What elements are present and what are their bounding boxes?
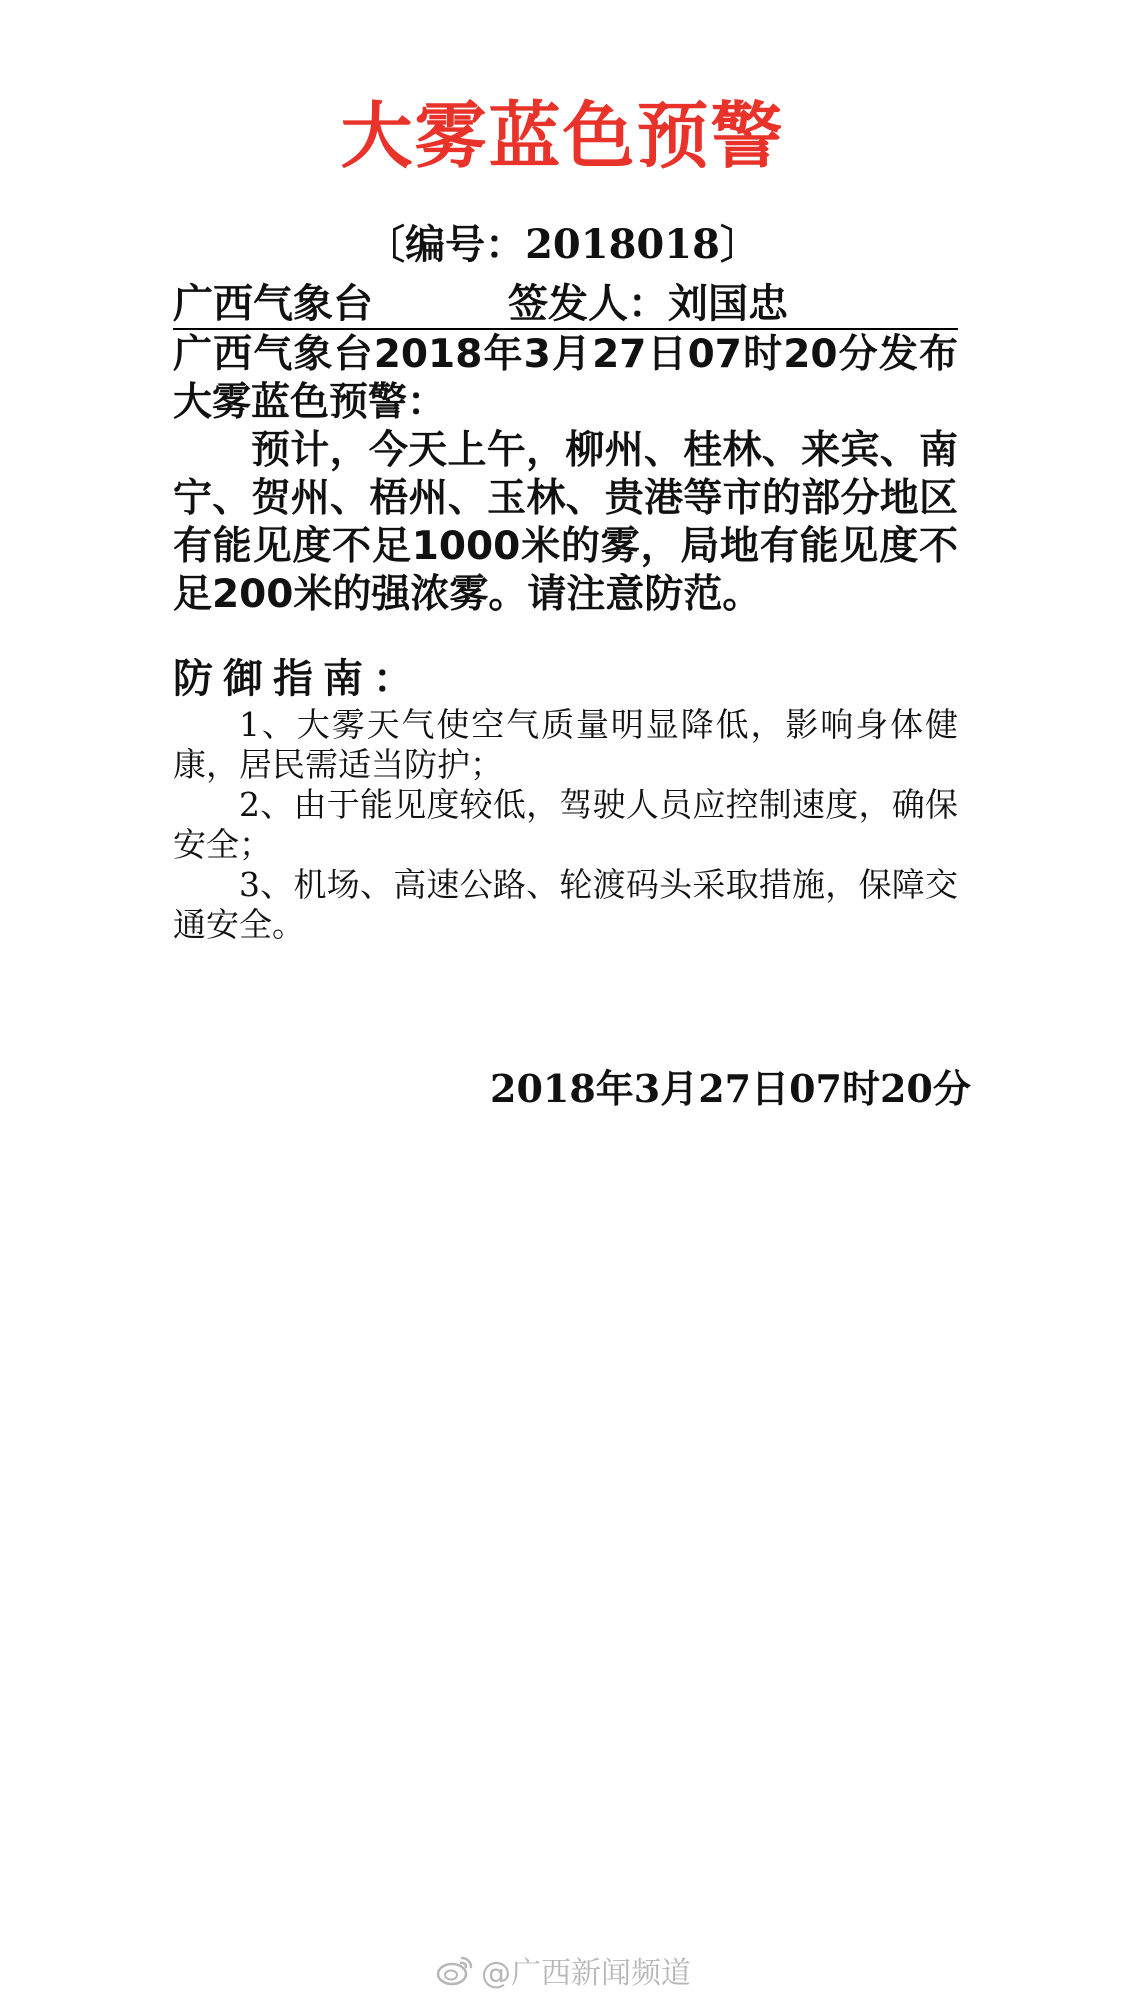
defense-guide-list [173, 705, 958, 945]
guide-item [173, 865, 958, 945]
issuer-row [173, 280, 958, 330]
defense-guide-title: 防御指南： [173, 656, 423, 702]
warning-heading: 广西气象台2018年3月27日07时20分发布大雾蓝色预警： [173, 332, 958, 425]
warning-title: 大雾蓝色预警 [340, 94, 785, 178]
guide-item-text: 、大雾天气使空气质量明显降低，影响身体健康，居民需适当防护； [173, 705, 958, 784]
guide-item-text: 、机场、高速公路、轮渡码头采取措施，保障交通安全。 [173, 865, 958, 944]
weibo-icon [435, 1954, 475, 1986]
issuing-office: 广西气象台 [173, 281, 373, 327]
issue-date: 2018年3月27日07时20分 [490, 1066, 971, 1111]
forecast-paragraph: 预计，今天上午，柳州、桂林、来宾、南宁、贺州、梧州、玉林、贵港等市的部分地区有能见度不足1000米的雾，局地有能见度不足200米的强浓雾。请注意防范。 [173, 428, 958, 617]
guide-item [173, 785, 958, 865]
guide-item [173, 705, 958, 785]
guide-item-text: 、由于能见度较低，驾驶人员应控制速度，确保安全； [173, 785, 958, 864]
watermark-text: @广西新闻频道 [481, 1956, 691, 1991]
signer: 签发人：刘国忠 [508, 281, 788, 327]
watermark [435, 1950, 691, 1990]
guide-item-number: 1 [239, 705, 260, 744]
serial-number: 〔编号：2018018〕 [365, 221, 760, 268]
guide-item-number: 3 [239, 865, 260, 904]
guide-item-number: 2 [239, 785, 260, 824]
